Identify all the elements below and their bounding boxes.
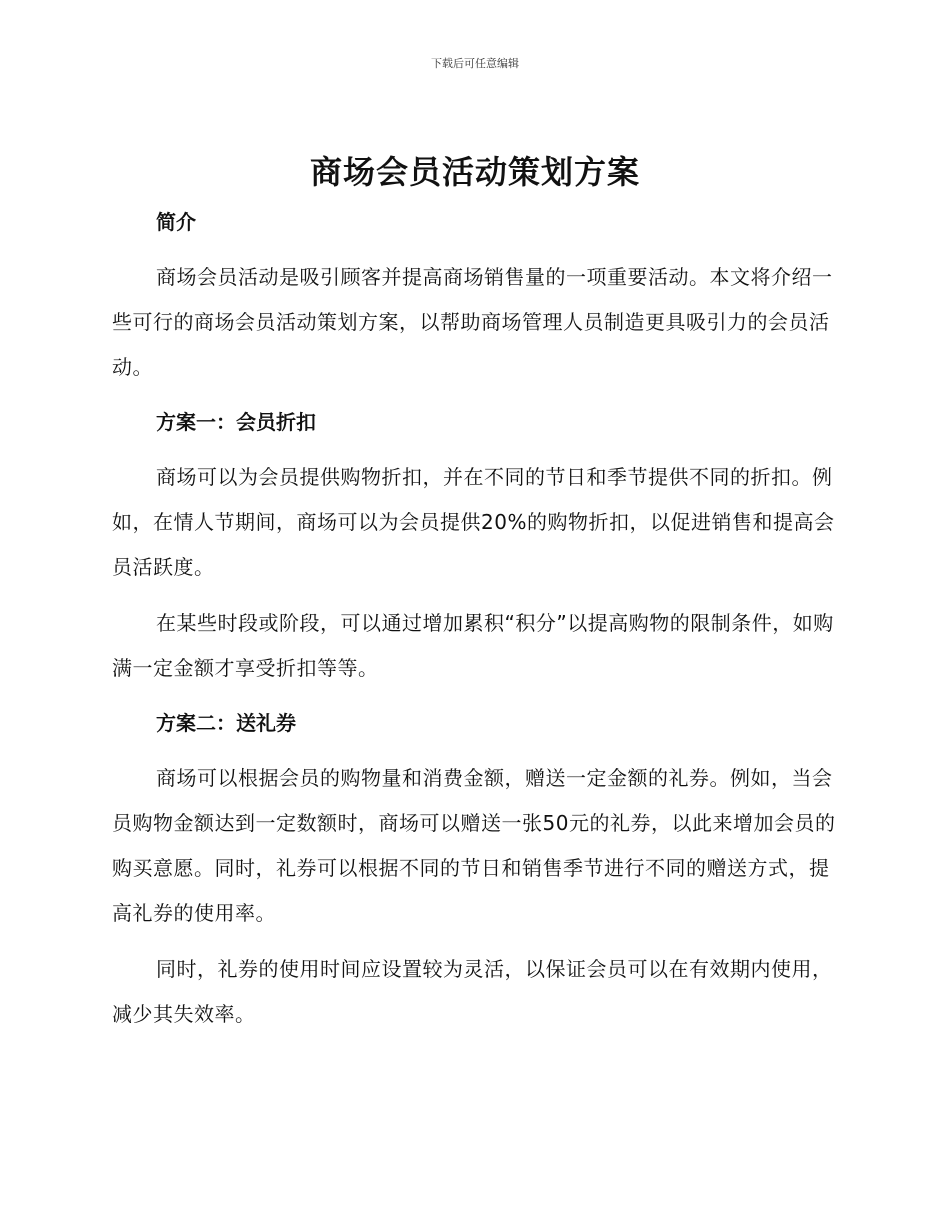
section-heading-plan2: 方案二：送礼券 [156,711,296,735]
paragraph-plan2-2: 同时，礼券的使用时间应设置较为灵活，以保证会员可以在有效期内使用，减少其失效率。 [112,957,833,1026]
paragraph-intro: 商场会员活动是吸引顾客并提高商场销售量的一项重要活动。本文将介绍一些可行的商场会员活动策划方案，以帮助商场管理人员制造更具吸引力的会员活动。 [112,265,833,379]
paragraph-plan1-2: 在某些时段或阶段，可以通过增加累积“积分”以提高购物的限制条件，如购满一定金额才享受折扣等等。 [112,611,834,680]
section-heading-intro: 简介 [156,210,196,234]
section-heading-plan1: 方案一：会员折扣 [156,410,316,434]
paragraph-plan2-1: 商场可以根据会员的购物量和消费金额，赠送一定金额的礼券。例如，当会员购物金额达到一定数额时，商场可以赠送一张50元的礼券，以此来增加会员的购买意愿。同时，礼券可以根据不同的节日和销售季节进行不同的赠送方式，提高礼券的使用率。 [112,766,836,925]
paragraph-plan1-1: 商场可以为会员提供购物折扣，并在不同的节日和季节提供不同的折扣。例如，在情人节期间，商场可以为会员提供20%的购物折扣，以促进销售和提高会员活跃度。 [112,465,835,579]
document-body [112,200,838,1037]
header-note: 下载后可任意编辑 [431,57,519,70]
document-title: 商场会员活动策划方案 [309,153,640,191]
